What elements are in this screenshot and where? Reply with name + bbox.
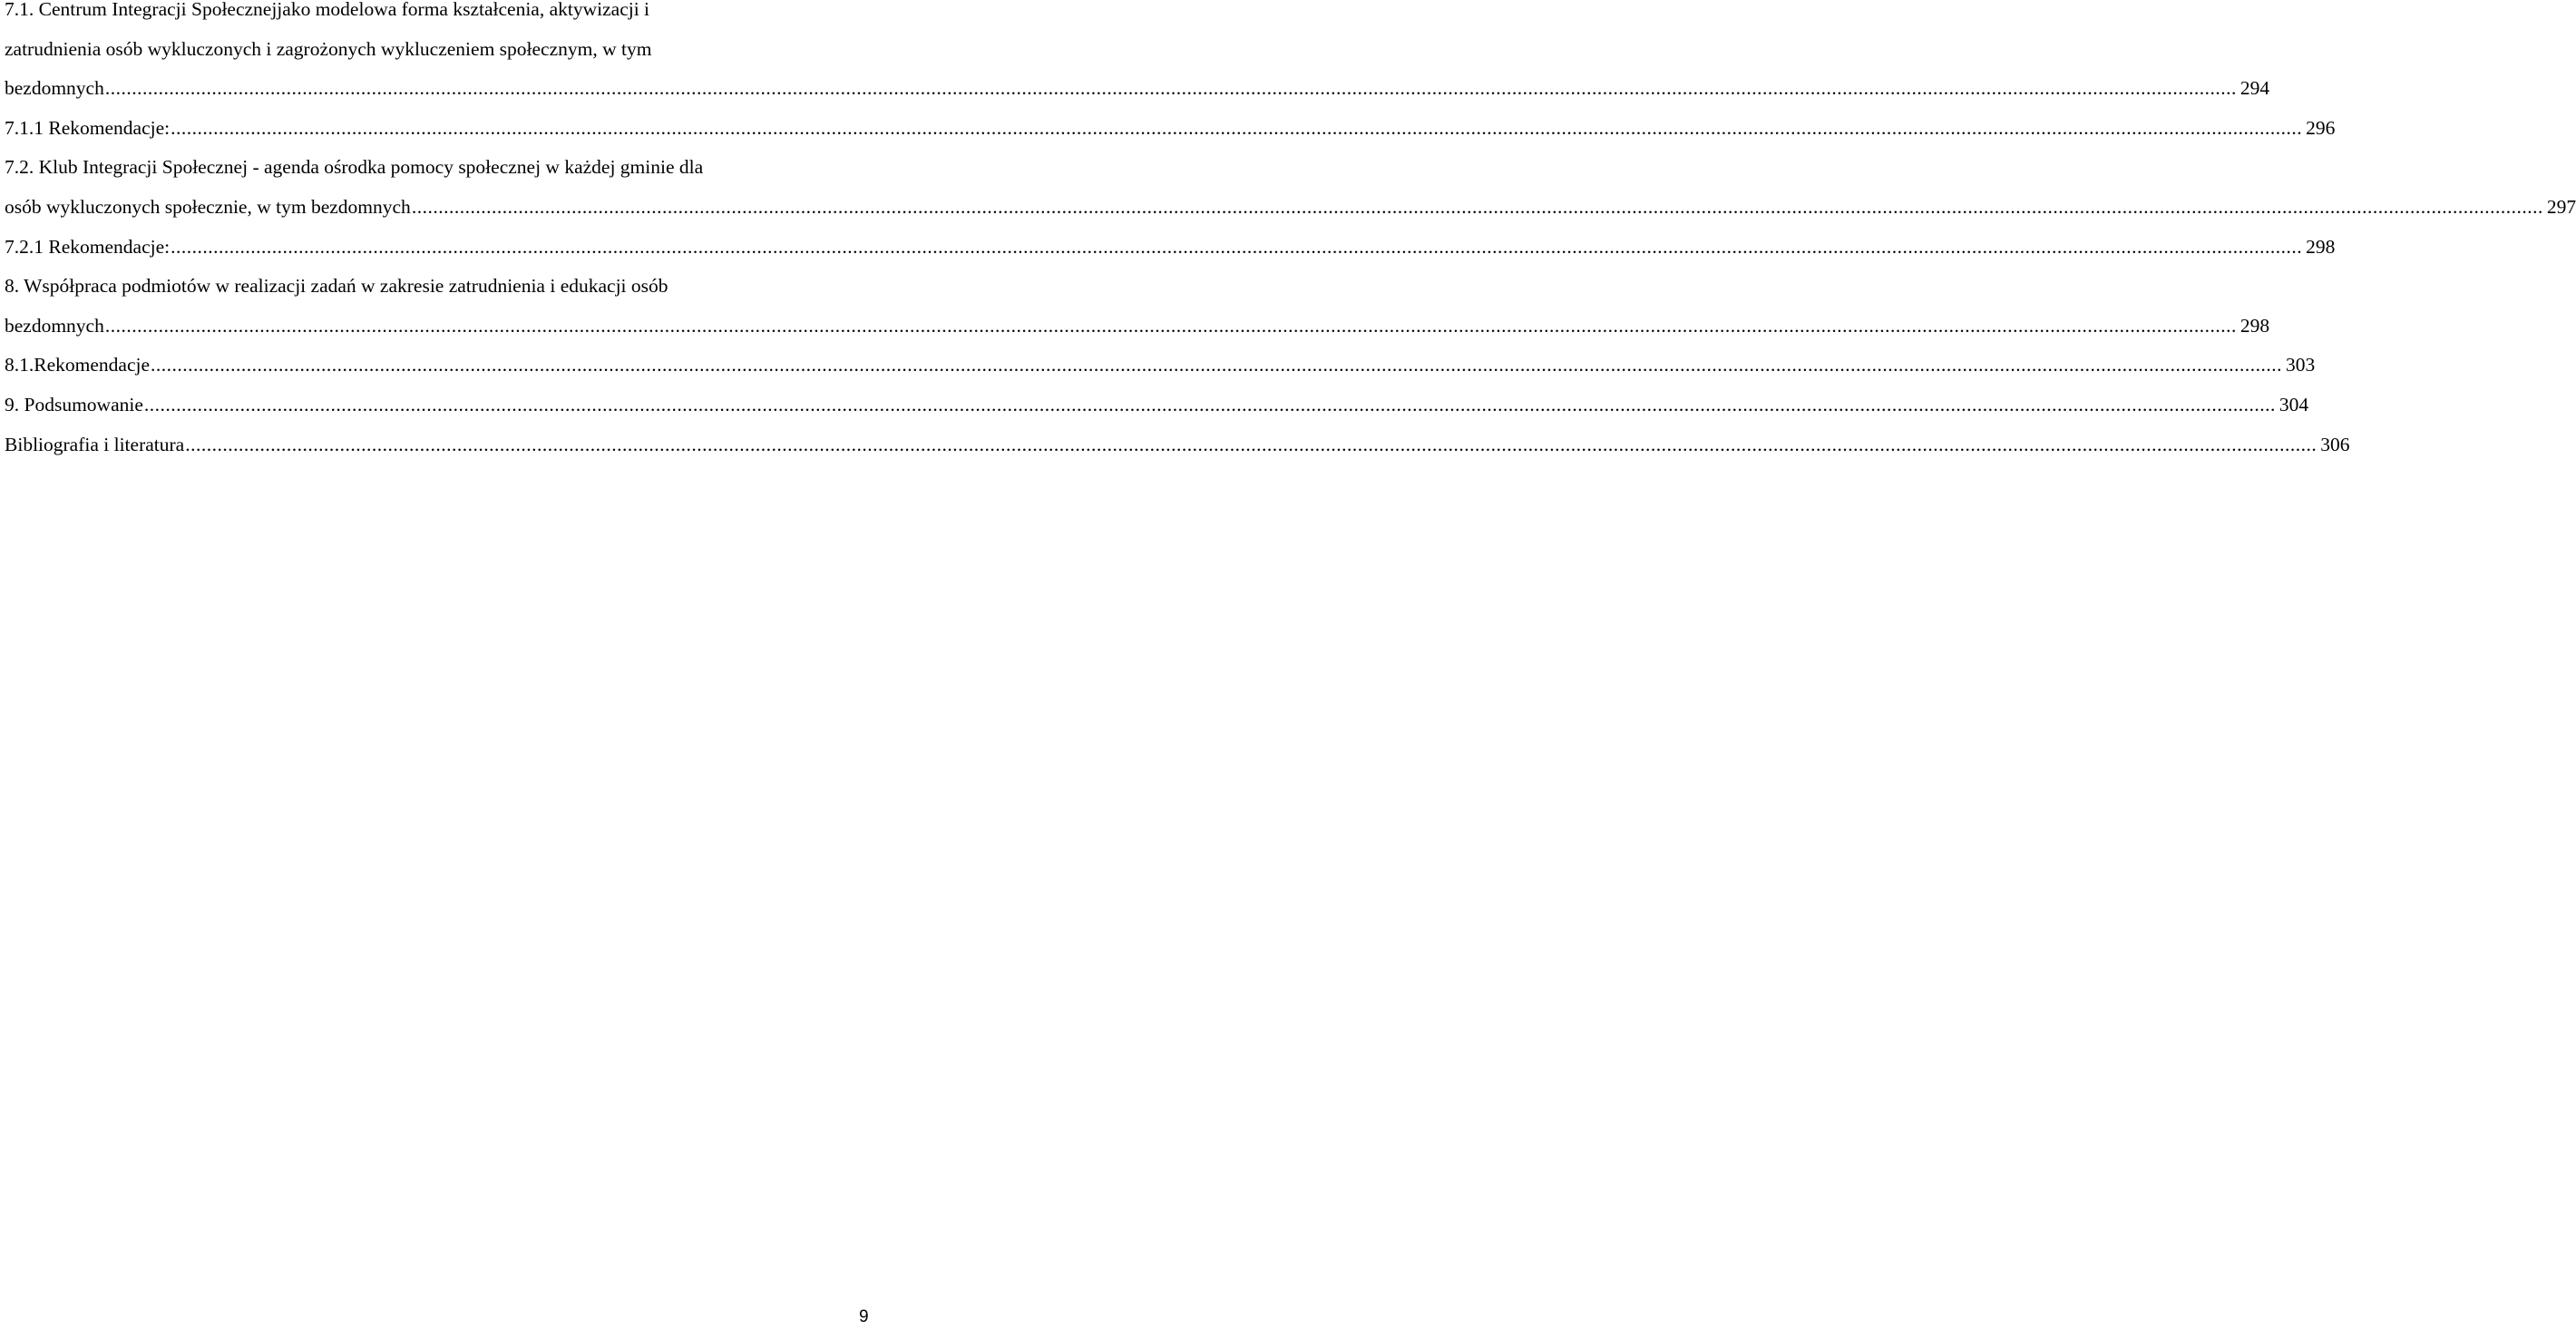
toc-entry-text: bezdomnych (5, 77, 104, 100)
toc-page-number: 304 (2278, 393, 2309, 416)
toc-entry-8[interactable] (5, 267, 2270, 346)
dot-leader: ................................................................................................................................................................................................................................................................................................................................................................................................................ (143, 393, 2276, 416)
dot-leader: ................................................................................................................................................................................................................................................................................................................................................................................................................ (151, 354, 2283, 377)
toc-entry-last-line (5, 69, 2270, 109)
toc-entry-text: 7.1.1 Rekomendacje: (5, 116, 171, 139)
dot-leader: ................................................................................................................................................................................................................................................................................................................................................................................................................ (171, 235, 2303, 258)
toc-page-number: 298 (2239, 314, 2270, 337)
toc-entry-7-2-1[interactable] (5, 228, 2336, 268)
toc-page-number: 296 (2306, 116, 2336, 139)
dot-leader: ................................................................................................................................................................................................................................................................................................................................................................................................................ (171, 116, 2303, 139)
toc-entry-7-1-1[interactable] (5, 109, 2336, 149)
toc-page-number: 294 (2239, 77, 2270, 100)
dot-leader: ................................................................................................................................................................................................................................................................................................................................................................................................................ (104, 77, 2237, 100)
toc-entry-last-line (5, 188, 2576, 228)
toc-entry-text: 8. Współpraca podmiotów w realizacji zadań w zakresie zatrudnienia i edukacji osób (5, 275, 668, 298)
toc-page-number: 306 (2320, 433, 2350, 455)
toc-entry-last-line (5, 386, 2309, 425)
toc-entry-text: 7.1. Centrum Integracji Społecznejjako modelowa forma kształcenia, aktywizacji i (5, 0, 650, 20)
toc-entry-7-2[interactable] (5, 148, 2576, 227)
toc-entry-last-line (5, 109, 2336, 149)
toc-entry-7-1[interactable] (5, 0, 2270, 109)
toc-entry-text: Bibliografia i literatura (5, 433, 185, 455)
dot-leader: ................................................................................................................................................................................................................................................................................................................................................................................................................ (104, 314, 2237, 337)
toc-entry-bibliography[interactable] (5, 425, 2350, 465)
toc-entry-9[interactable] (5, 386, 2309, 425)
toc-page-number: 303 (2286, 354, 2316, 377)
toc-entry-text: bezdomnych (5, 314, 104, 337)
toc-entry-text: zatrudnienia osób wykluczonych i zagrożonych wykluczeniem społecznym, w tym (5, 37, 652, 60)
toc-page-number: 297 (2546, 195, 2576, 218)
toc-entry-text: 8.1.Rekomendacje (5, 354, 151, 377)
dot-leader: ................................................................................................................................................................................................................................................................................................................................................................................................................ (185, 433, 2317, 455)
toc-entry-last-line (5, 425, 2350, 465)
toc-entry-last-line (5, 307, 2270, 347)
dot-leader: ................................................................................................................................................................................................................................................................................................................................................................................................................ (411, 195, 2543, 218)
toc-entry-text: osób wykluczonych społecznie, w tym bezdomnych (5, 195, 411, 218)
toc-page-number: 298 (2306, 235, 2336, 258)
toc-entry-last-line (5, 228, 2336, 268)
page-number: 9 (859, 1307, 869, 1326)
toc-entry-last-line (5, 346, 2316, 386)
table-of-contents (5, 0, 2576, 465)
toc-entry-8-1[interactable] (5, 346, 2316, 386)
toc-entry-text: 7.2.1 Rekomendacje: (5, 235, 171, 258)
toc-entry-text: 7.2. Klub Integracji Społecznej - agenda ośrodka pomocy społecznej w każdej gminie dla (5, 156, 704, 179)
toc-entry-text: 9. Podsumowanie (5, 393, 143, 416)
